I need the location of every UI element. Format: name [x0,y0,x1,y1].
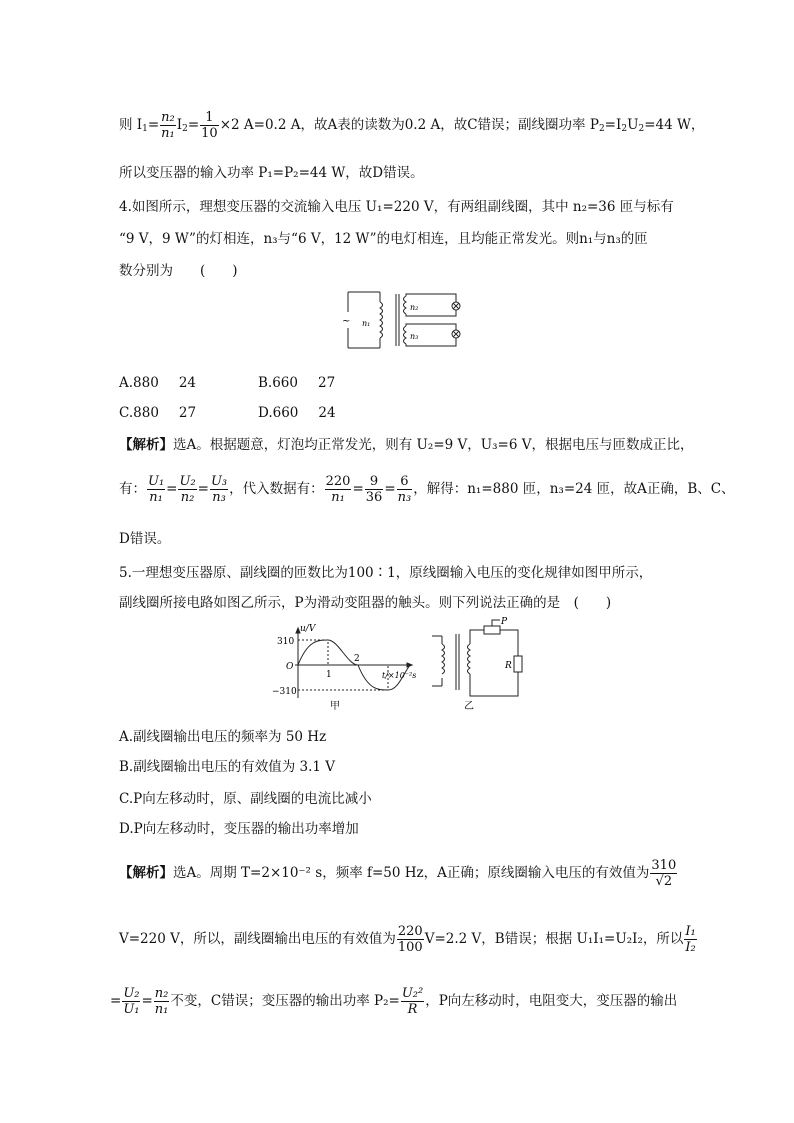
q5-analysis-line3: = $\frac{\text{U₂}}{\text{U₁}}$ = $\frac{\text{n₂}}{\text{n₁}}$ 不变，C错误；变压器的输出功率 P₂= $\frac{\text{U₂²}}{R}$ ，P向左移动时，电阻变大，变压器的输出 [110,986,678,1017]
frac-num: U₂ [179,474,196,489]
q4-analysis-line3: D错误。 [119,531,171,547]
y-axis-label: u/V [300,624,316,634]
fraction-9-36 [365,474,384,505]
opt-value: 27 [317,375,336,391]
frac-num: I₁ [685,924,696,939]
text-seg: 选A。周期 T=2×10⁻² s，频率 f=50 Hz，A正确；原线圈输入电压的有效值为 [173,865,650,881]
q4-option-a [119,374,196,392]
q5-option-a: A.副线圈输出电压的频率为 50 Hz [119,729,327,745]
fraction-220-100 [397,924,424,955]
label-n3: n₃ [410,332,419,341]
q5-stem-line2: 副线圈所接电路如图乙所示，P为滑动变阻器的触头。则下列说法正确的是 ( ) [119,595,612,611]
frac-den: 100 [397,940,423,955]
fraction-310-sqrt2 [650,858,677,889]
fraction-u2-u1 [122,986,140,1017]
text-seg: ，代入数据有： [229,481,324,497]
label-n1: n₁ [362,319,371,328]
q5-analysis-line2 [119,924,698,955]
fraction-6-n3 [397,474,413,505]
q4-option-c [119,404,196,422]
fraction-n2-n1 [160,110,176,141]
frac-num: 6 [397,474,413,490]
q5-figure [262,616,532,712]
frac-den: n₁ [331,490,345,505]
text-seg: V=2.2 V，B错误；根据 U₁I₁=U₂I₂，所以 [424,931,684,947]
q4-analysis-line2: 有： $\frac{\text{U₁}}{\text{n₁}}$ = $\frac{\text{U₂}}{\text{n₂}}$ = $\frac{\text{U₃}}{\text{n₃}}$ ，代入数据有： $\frac{220}{\text{n₁}}$ = $\frac{9}{36}$ = $\frac{6}{\text{n₃}}$ ，解得：n₁=880 匝，n₃=24 匝，故A正确，B、C、 [119,474,735,505]
fraction-u3-n3 [210,474,228,505]
fraction-u2-n2 [178,474,196,505]
q3-answer-line2: 所以变压器的输入功率 P₁=P₂=44 W，故D错误。 [119,165,424,181]
q5-analysis-line1 [119,858,678,889]
label-n2: n₂ [410,303,419,312]
text-seg: 有： [119,481,146,497]
q4-stem-line1: 4.如图所示，理想变压器的交流输入电压 U₁=220 V，有两组副线圈，其中 n₂=36 匝与标有 [119,199,674,215]
frac-num: n₂ [154,986,169,1001]
x-axis-label: t/×10⁻²s [382,671,417,680]
ac-source-symbol: ~ [342,316,351,327]
frac-den: n₁ [154,1002,169,1017]
opt-letter: B.660 [258,375,298,391]
text-seg: = [187,117,200,133]
opt-letter: C.880 [119,405,159,421]
frac-den: n₁ [149,490,163,505]
text-seg: ，P向左移动时，电阻变大，变压器的输出 [425,993,678,1009]
text-seg: 选A。根据题意，灯泡均正常发光，则有 U₂=9 V，U₃=6 V，根据电压与匝数成正比， [173,437,694,453]
analysis-tag: 【解析】 [119,865,173,881]
fraction-u2sq-r [401,986,424,1017]
fraction-1-10 [200,110,219,141]
q4-stem-line3: 数分别为 ( ) [119,263,238,279]
x-tick-2: 2 [354,654,360,664]
text-seg: 不变，C错误；变压器的输出功率 P₂= [170,993,400,1009]
fraction-i1-i2 [684,924,696,955]
frac-den: I₂ [685,940,696,955]
sub: 2 [598,124,605,134]
frac-num: 220 [325,474,351,489]
frac-den: n₁ [161,126,175,141]
frac-den: n₃ [212,490,226,505]
frac-den: U₁ [123,1002,140,1017]
frac-num: U₂ [123,986,140,1001]
slider-resistor [484,626,500,634]
text-seg: =44 W， [644,117,705,133]
label-p: P [501,617,508,627]
frac-num: U₃ [210,474,228,489]
fraction-220-n1 [325,474,352,505]
frac-den: n₂ [180,490,195,505]
text-seg: U [627,117,639,133]
text-seg: = [110,993,122,1009]
frac-den: 36 [365,490,383,505]
frac-num: 1 [200,110,219,126]
sub: 2 [621,124,628,134]
frac-den: n₃ [397,490,412,505]
q4-analysis-line1 [119,436,694,454]
sub: 2 [638,124,645,134]
frac-den: 10 [201,126,218,141]
sub: 1 [142,124,148,134]
fraction-u1-n1 [147,474,165,505]
frac-den: √2 [655,874,673,889]
frac-den: R [407,1002,418,1017]
text-seg: ，解得：n₁=880 匝，n₃=24 匝，故A正确，B、C、 [413,481,735,497]
frac-num: U₁ [148,474,165,489]
q5-option-b: B.副线圈输出电压的有效值为 3.1 V [119,759,336,775]
q3-answer-line1 [119,110,704,141]
text-seg: =I [604,117,622,133]
frac-num: U₂² [401,986,424,1001]
analysis-tag: 【解析】 [119,437,173,453]
opt-letter: D.660 [258,405,299,421]
q5-option-c: C.P向左移动时，原、副线圈的电流比减小 [119,791,372,807]
q4-stem-line2: “9 V，9 W”的灯相连，n₃与“6 V，12 W”的电灯相连，且均能正常发光。则n₁与n₃的匝 [119,231,648,247]
slider-contact [492,620,500,626]
label-r: R [505,661,512,671]
frac-num: 220 [397,924,423,939]
origin-label: O [286,662,294,672]
y-tick-neg: −310 [272,687,297,697]
frac-num: n₂ [161,110,175,125]
text-seg: ×2 A=0.2 A，故A表的读数为0.2 A，故C错误；副线圈功率 P [219,117,599,133]
frac-num: 310 [651,858,677,873]
text-seg: 则 I [119,117,143,133]
q4-option-b [258,374,335,392]
opt-value: 24 [178,375,196,391]
opt-letter: A.880 [119,375,159,391]
q5-option-d: D.P向左移动时，变压器的输出功率增加 [119,821,359,837]
q4-transformer-figure [340,284,470,356]
y-tick-pos: 310 [277,637,295,647]
caption-jia: 甲 [330,701,340,712]
text-seg: V=220 V，所以，副线圈输出电压的有效值为 [119,931,396,947]
resistor-r [514,656,522,672]
q4-option-d [258,404,336,422]
sub: 2 [182,124,188,134]
opt-value: 24 [318,405,336,421]
opt-value: 27 [178,405,197,421]
x-tick-1: 1 [326,670,332,680]
text-seg: = [147,117,160,133]
q5-stem-line1: 5.一理想变压器原、副线圈的匝数比为100∶1，原线圈输入电压的变化规律如图甲所示， [119,565,653,581]
text-seg: I [176,117,183,133]
fraction-n2-n1 [154,986,170,1017]
caption-yi: 乙 [464,701,474,712]
frac-num: 9 [365,474,384,490]
